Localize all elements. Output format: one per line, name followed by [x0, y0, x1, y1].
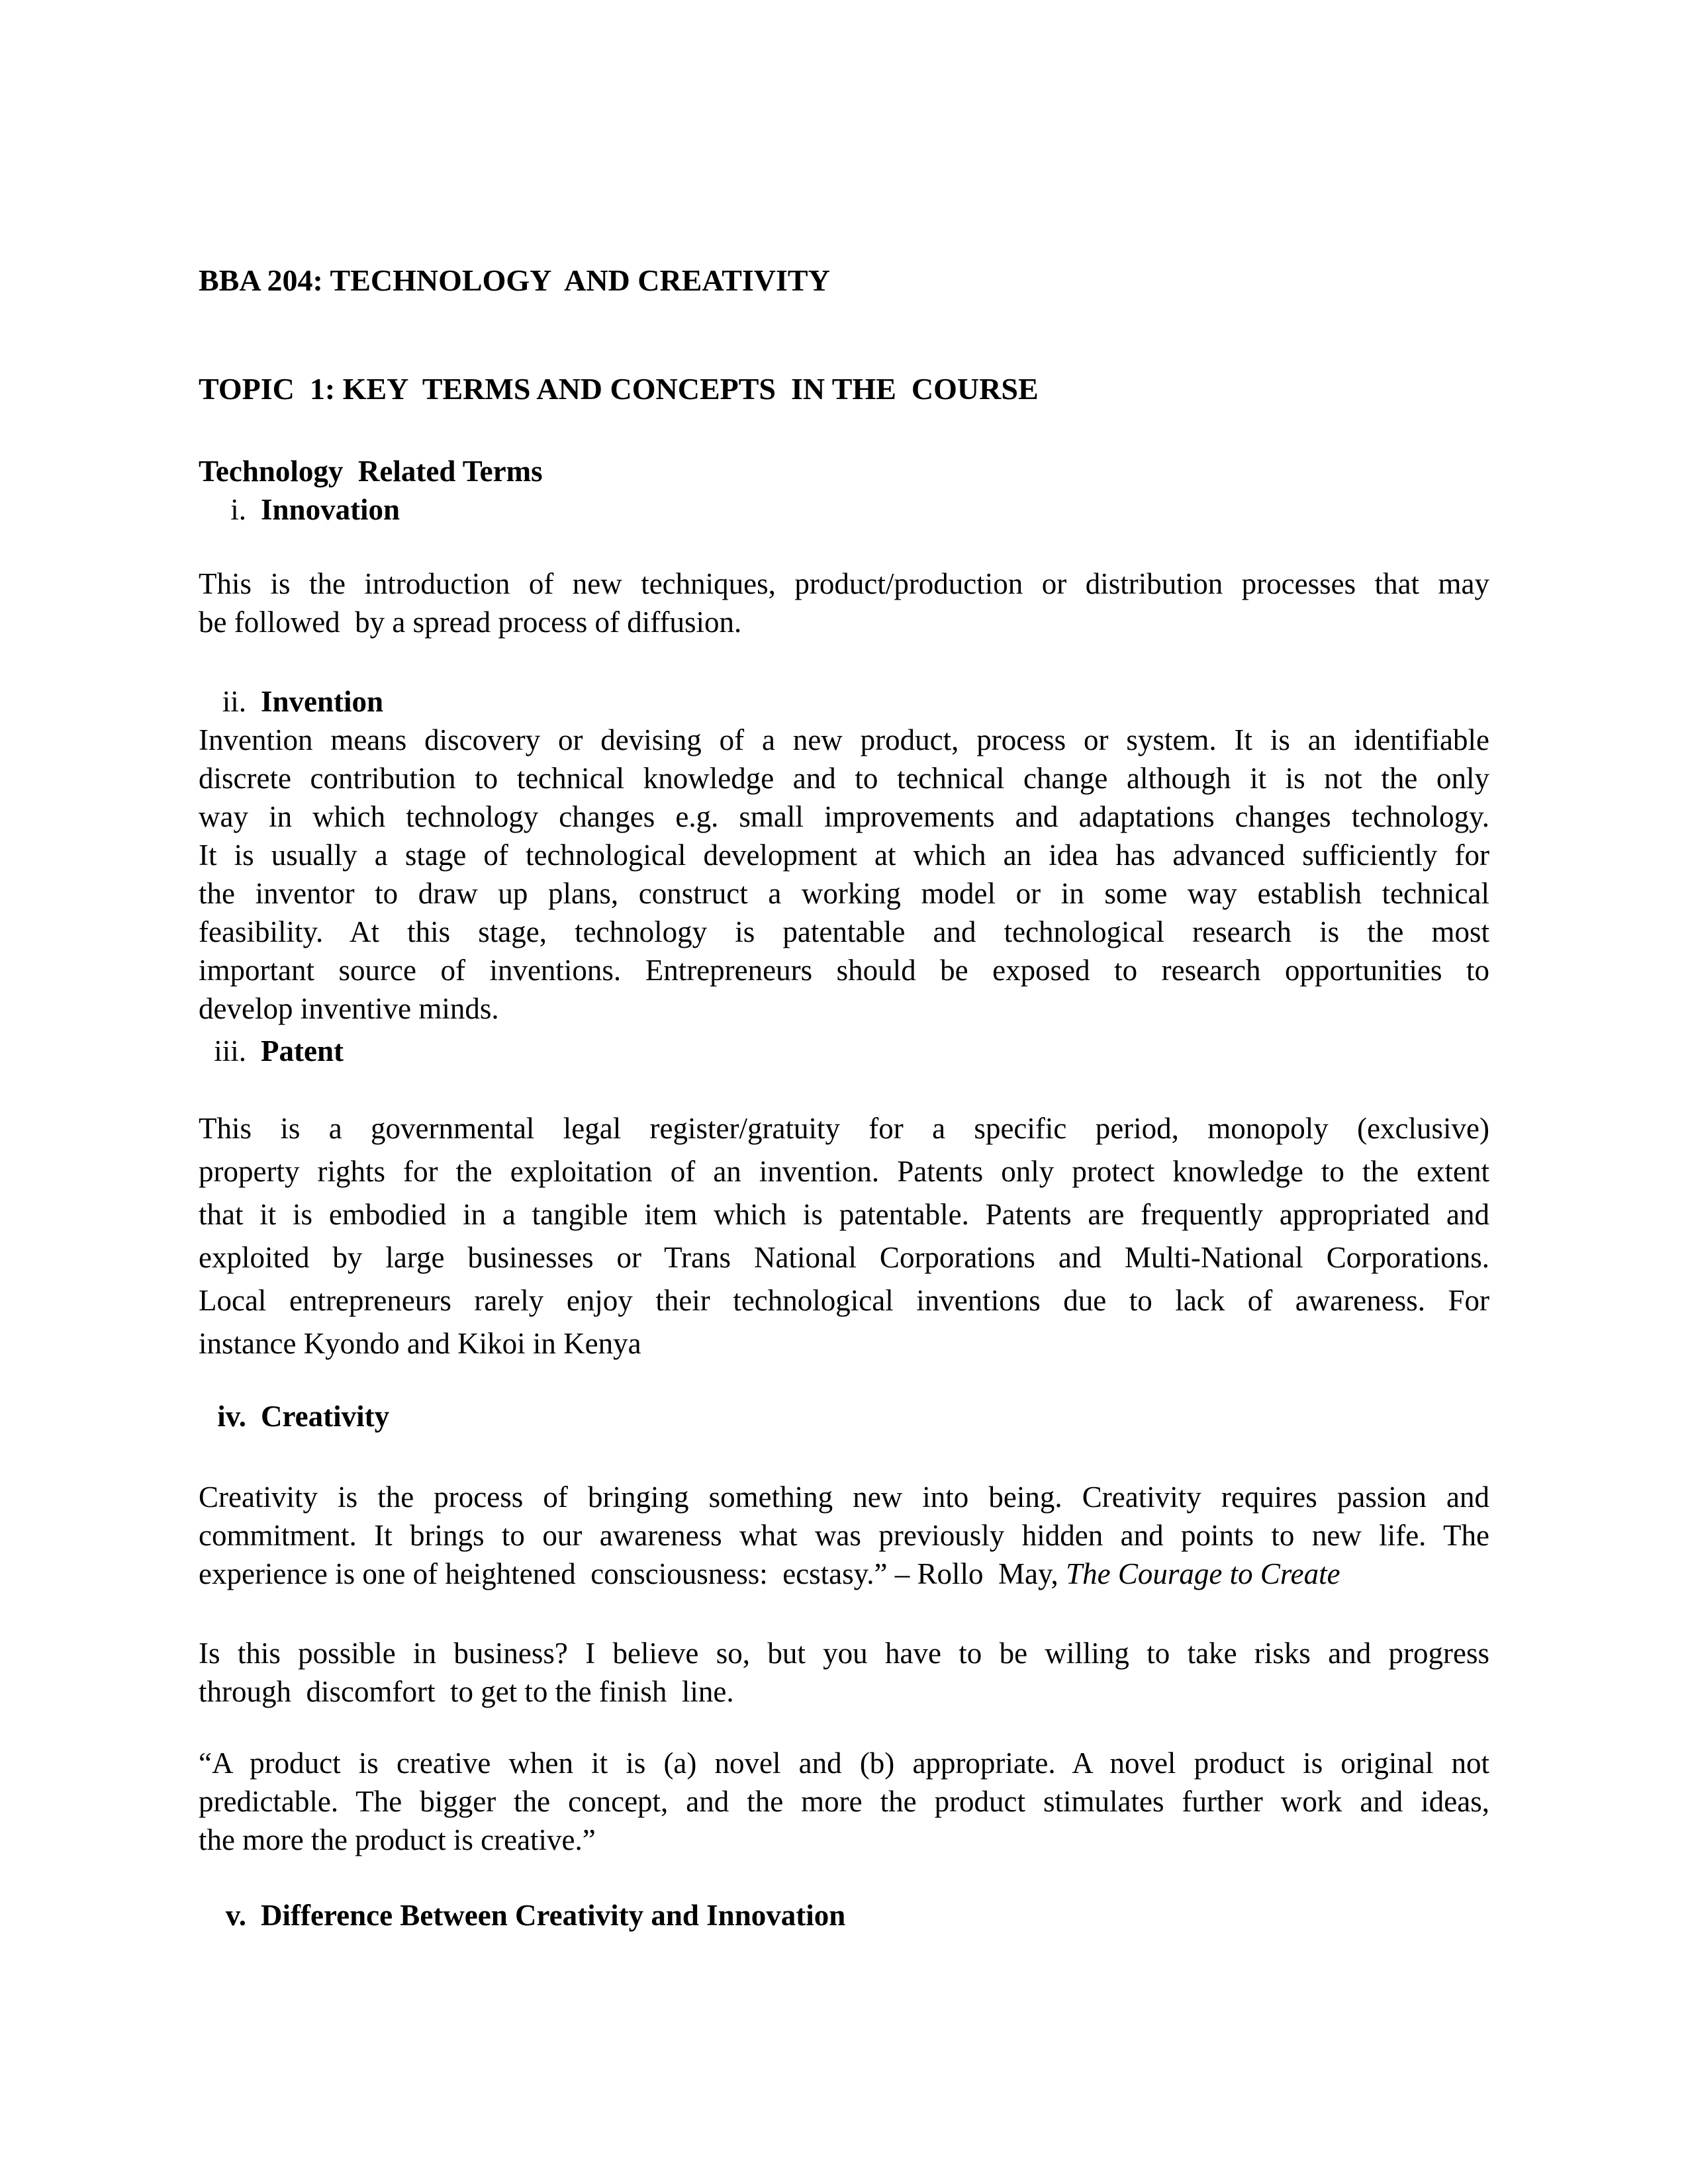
list-item-label: Innovation — [261, 493, 400, 526]
list-item-invention — [199, 682, 1489, 721]
paragraph-line: It is usually a stage of technological development at which an idea has advanced sufficiently for — [199, 839, 1489, 872]
paragraph-patent-definition — [199, 1107, 1489, 1365]
paragraph-line: property rights for the exploitation of an invention. Patents only protect knowledge to the extent — [199, 1155, 1489, 1188]
course-title: BBA 204: TECHNOLOGY AND CREATIVITY — [199, 263, 830, 297]
topic-heading: TOPIC 1: KEY TERMS AND CONCEPTS IN THE COURSE — [199, 372, 1039, 406]
paragraph-invention-definition — [199, 721, 1489, 1028]
paragraph-line: develop inventive minds. — [199, 992, 499, 1025]
section-heading: Technology Related Terms — [199, 455, 543, 488]
page-content — [199, 261, 1489, 1934]
book-title: The Courage to Create — [1066, 1557, 1340, 1590]
paragraph-line: important source of inventions. Entrepreneurs should be exposed to research opportunities to — [199, 954, 1489, 987]
paragraph-line: be followed by a spread process of diffusion. — [199, 606, 742, 639]
paragraph-line-with-citation — [199, 1555, 1489, 1593]
paragraph-line: feasibility. At this stage, technology is patentable and technological research is the most — [199, 915, 1489, 948]
paragraph-line: commitment. It brings to our awareness what was previously hidden and points to new life. The — [199, 1519, 1489, 1552]
paragraph-line: that it is embodied in a tangible item which is patentable. Patents are frequently appropriated and — [199, 1198, 1489, 1231]
paragraph-innovation-definition — [199, 565, 1489, 641]
list-marker: iii. — [214, 1034, 246, 1068]
paragraph-line: This is a governmental legal register/gratuity for a specific period, monopoly (exclusive) — [199, 1112, 1489, 1145]
paragraph-line: This is the introduction of new techniques, product/production or distribution processes that may — [199, 567, 1489, 600]
list-item-creativity — [199, 1397, 1489, 1435]
paragraph-product-creative-quote — [199, 1744, 1489, 1859]
paragraph-line: Local entrepreneurs rarely enjoy their technological inventions due to lack of awareness. For — [199, 1284, 1489, 1317]
paragraph-creativity-definition — [199, 1478, 1489, 1593]
paragraph-line: exploited by large businesses or Trans National Corporations and Multi-National Corporations. — [199, 1241, 1489, 1274]
list-item-label: Patent — [261, 1034, 344, 1068]
list-item-difference — [199, 1896, 1489, 1934]
paragraph-line: Creativity is the process of bringing something new into being. Creativity requires passion and — [199, 1480, 1489, 1514]
list-marker: ii. — [222, 685, 246, 718]
list-item-patent — [199, 1032, 1489, 1070]
list-marker: i. — [230, 493, 246, 526]
quote-attribution: experience is one of heightened consciousness: ecstasy.” – Rollo May, — [199, 1557, 1066, 1590]
paragraph-possible-in-business — [199, 1634, 1489, 1711]
paragraph-line: Is this possible in business? I believe so, but you have to be willing to take risks and progress — [199, 1637, 1489, 1670]
paragraph-line: instance Kyondo and Kikoi in Kenya — [199, 1327, 641, 1360]
list-item-label: Difference Between Creativity and Innovation — [261, 1899, 846, 1932]
paragraph-line: the more the product is creative.” — [199, 1823, 596, 1856]
list-item-label: Creativity — [261, 1400, 390, 1433]
list-marker: v. — [225, 1899, 246, 1932]
list-item-label: Invention — [261, 685, 384, 718]
paragraph-line: Invention means discovery or devising of a new product, process or system. It is an identifiable — [199, 723, 1489, 756]
paragraph-line: way in which technology changes e.g. small improvements and adaptations changes technology. — [199, 800, 1489, 833]
paragraph-line: discrete contribution to technical knowledge and to technical change although it is not the only — [199, 762, 1489, 795]
list-marker: iv. — [217, 1400, 246, 1433]
list-item-innovation — [199, 490, 1489, 529]
paragraph-line: the inventor to draw up plans, construct a working model or in some way establish technical — [199, 877, 1489, 910]
paragraph-line: predictable. The bigger the concept, and the more the product stimulates further work and ideas, — [199, 1785, 1489, 1818]
paragraph-line: “A product is creative when it is (a) novel and (b) appropriate. A novel product is original not — [199, 1747, 1489, 1780]
paragraph-line: through discomfort to get to the finish line. — [199, 1675, 734, 1708]
